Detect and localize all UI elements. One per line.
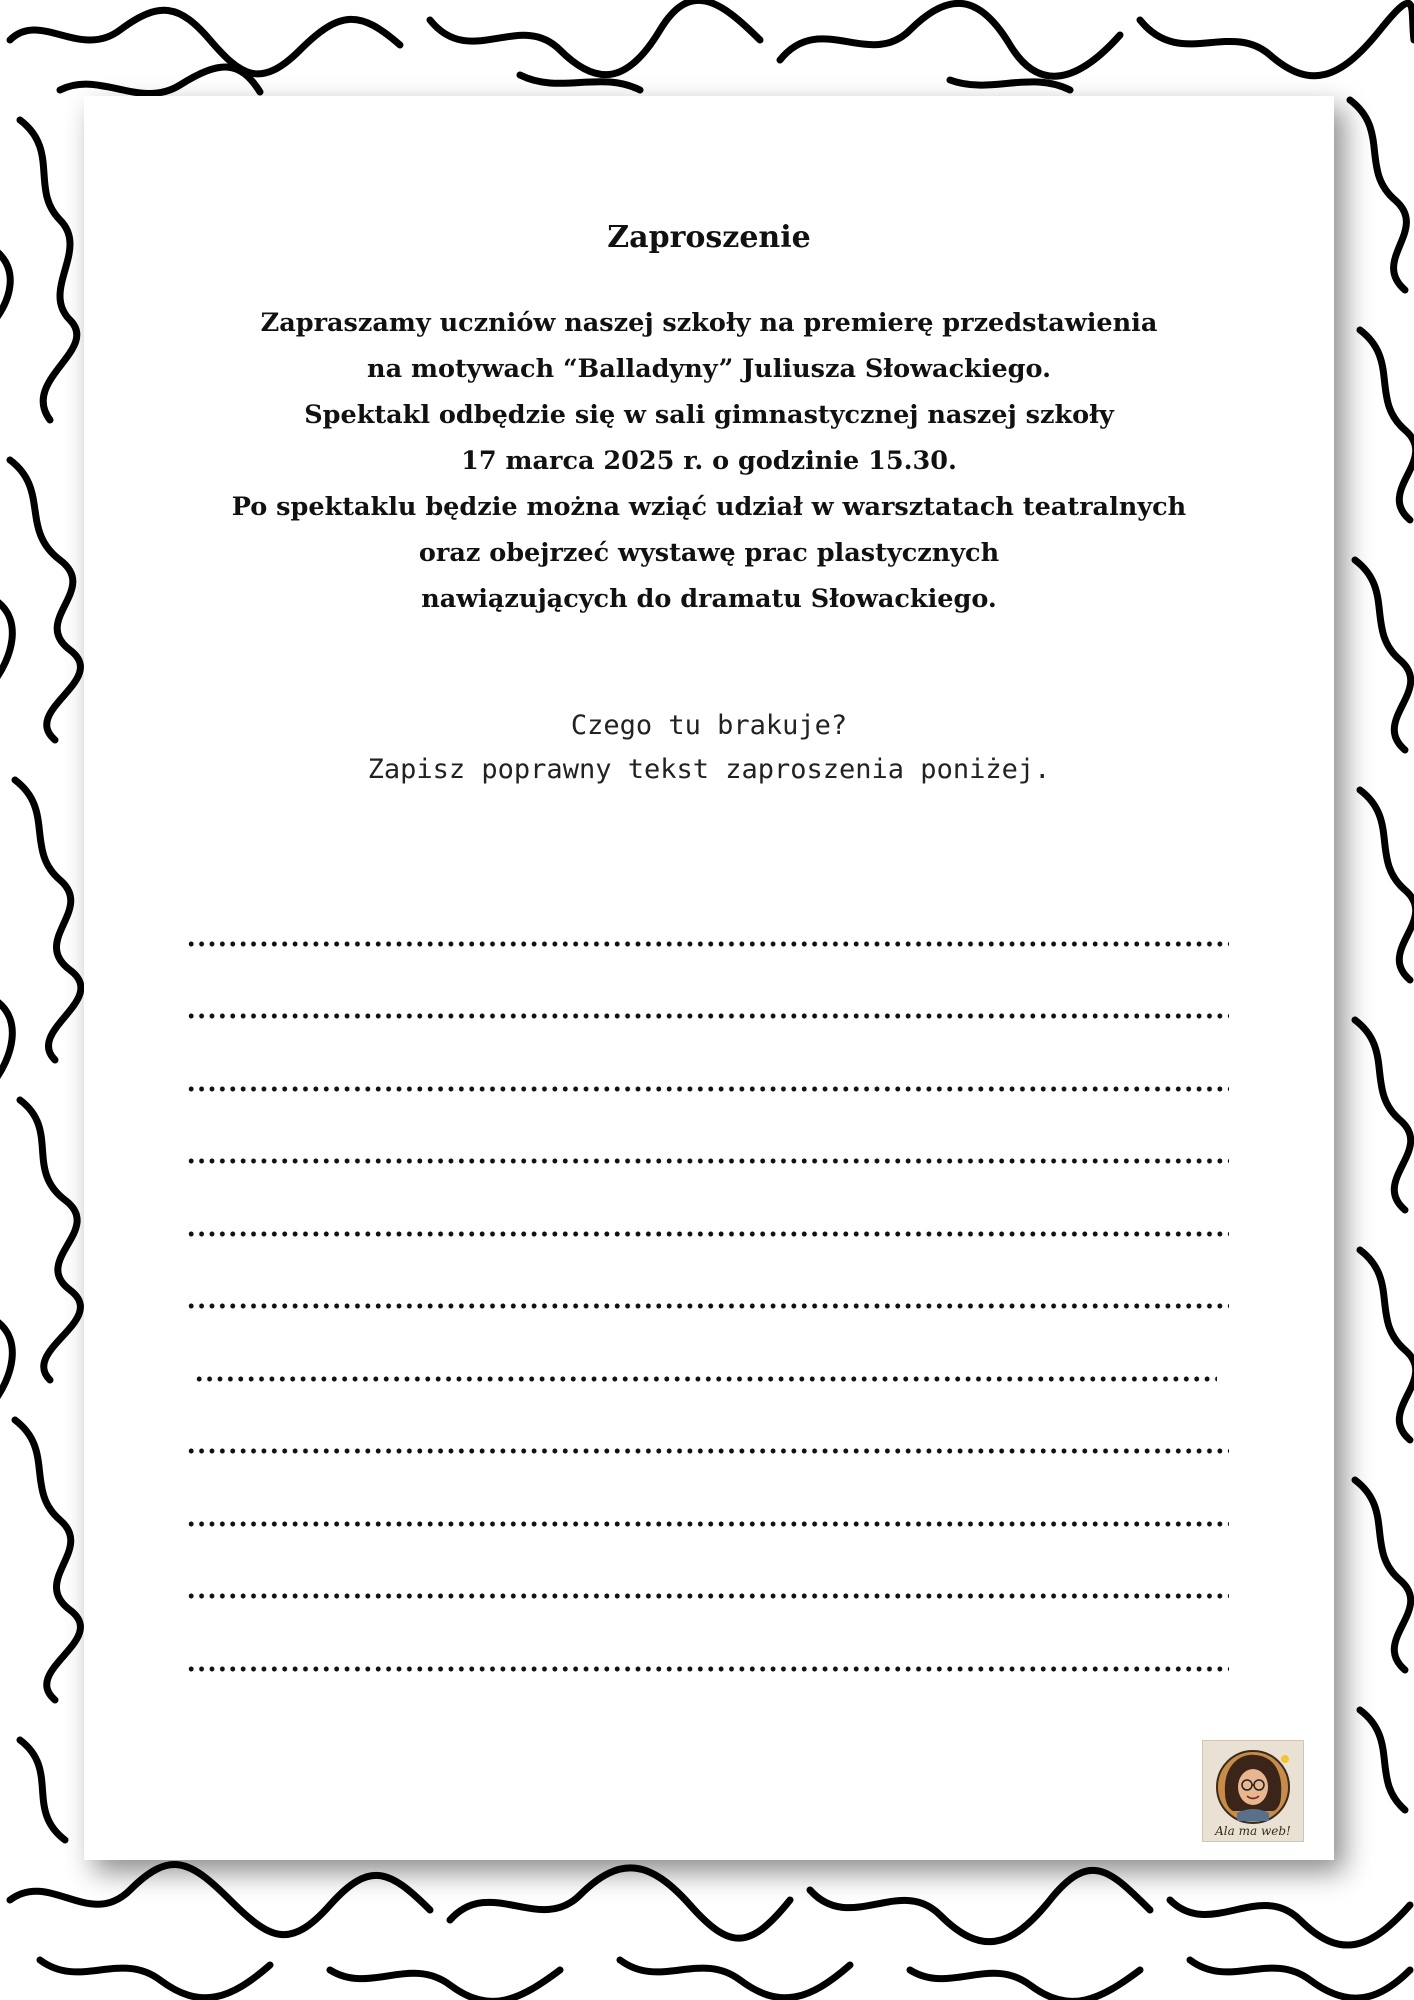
invitation-line: Po spektaklu będzie można wziąć udział w warsztatach teatralnych — [231, 492, 1187, 522]
invitation-line: oraz obejrzeć wystawę prac plastycznych — [418, 538, 1000, 568]
writing-line-2[interactable] — [186, 1009, 1229, 1023]
writing-line-6[interactable] — [186, 1299, 1229, 1313]
invitation-line: 17 marca 2025 r. o godzinie 15.30. — [461, 446, 957, 476]
invitation-line: nawiązujących do dramatu Słowackiego. — [421, 584, 997, 614]
writing-line-8[interactable] — [186, 1444, 1229, 1458]
writing-line-7[interactable] — [194, 1372, 1217, 1386]
writing-line-5[interactable] — [186, 1227, 1229, 1241]
author-logo — [1202, 1740, 1304, 1842]
writing-line-11[interactable] — [186, 1662, 1229, 1676]
writing-line-10[interactable] — [186, 1589, 1229, 1603]
logo-text: Ala ma web! — [1215, 1824, 1291, 1838]
writing-line-3[interactable] — [186, 1082, 1229, 1096]
writing-line-1[interactable] — [186, 937, 1229, 951]
invitation-line: na motywach “Balladyny” Juliusza Słowackiego. — [367, 354, 1051, 384]
author-portrait-icon — [1203, 1741, 1303, 1841]
writing-line-4[interactable] — [186, 1154, 1229, 1168]
task-question: Czego tu brakuje? — [570, 710, 848, 741]
writing-line-9[interactable] — [186, 1517, 1229, 1531]
invitation-title: Zaproszenie — [607, 220, 811, 255]
task-instruction: Zapisz poprawny tekst zaproszenia poniżej. — [367, 754, 1051, 785]
worksheet-page — [84, 96, 1334, 1860]
invitation-line: Spektakl odbędzie się w sali gimnastycznej naszej szkoły — [304, 400, 1114, 430]
invitation-line: Zapraszamy uczniów naszej szkoły na premierę przedstawienia — [260, 308, 1158, 338]
